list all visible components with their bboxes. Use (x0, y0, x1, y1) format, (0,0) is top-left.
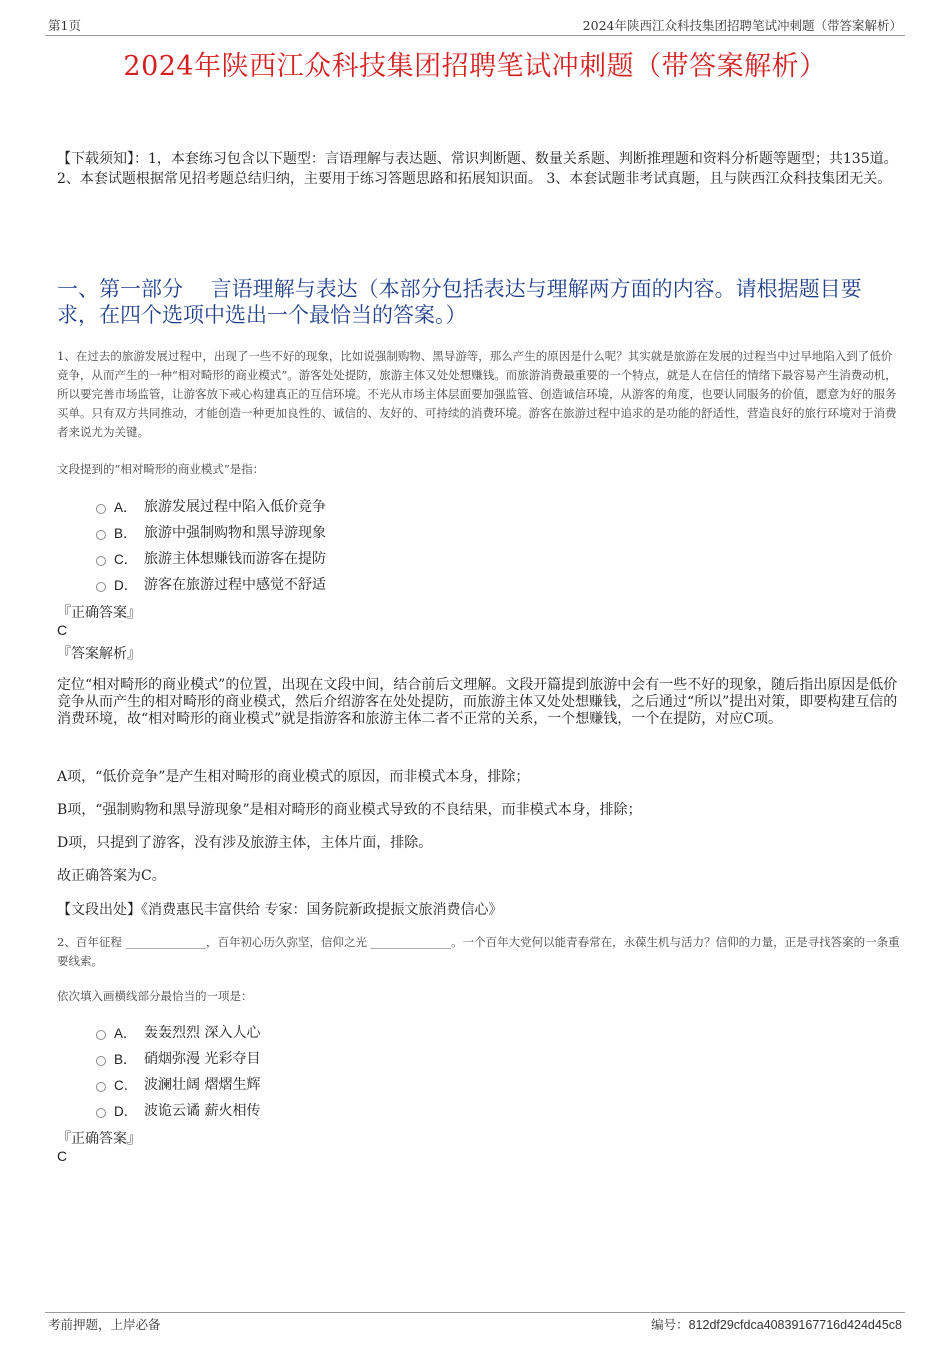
footer-code-label: 编号： (651, 1317, 689, 1332)
q1-prompt: 文段提到的“相对畸形的商业模式”是指： (57, 462, 265, 476)
q1-passage: 1、在过去的旅游发展过程中，出现了一些不好的现象，比如说强制购物、黑导游等，那么产生的原因是什么呢？其实就是旅游在发展的过程当中过早地陷入到了低价竞争，从而产生的一种“相对畸形的商业模式”。游客处处提防，旅游主体又处处想赚钱。而旅游消费最重要的一个特点，就是人在信任的情绪下最容易产生消费动机，所以要完善市场监管，让游客放下戒心构建真正的互信环境。不光从市场主体层面要加强监管、创造诚信环境，从游客的角度，也要认同服务的价值，愿意为好的服务买单。只有双方共同推动，才能创造一种更加良性的、诚信的、友好的、可持续的消费环境。游客在旅游过程中追求的是功能的舒适性，营造良好的旅行环境对于消费者来说尤为关键。 (57, 349, 897, 439)
option-text: 旅游主体想赚钱而游客在提防 (144, 551, 326, 567)
section-title: 一、第一部分 言语理解与表达（本部分包括表达与理解两方面的内容。请根据题目要求，在四个选项中选出一个最恰当的答案。） (57, 277, 862, 327)
q1-option-a[interactable] (96, 493, 326, 519)
q2-option-b[interactable] (96, 1045, 260, 1071)
q1-analysis-label: 『答案解析』 (57, 646, 141, 662)
option-letter: D． (114, 1104, 138, 1119)
option-letter: A． (114, 500, 137, 515)
q2-prompt: 依次填入画横线部分最恰当的一项是： (57, 989, 253, 1003)
q1-option-d[interactable] (96, 571, 326, 597)
option-letter: A． (114, 1026, 137, 1041)
q1-analysis: 定位“相对畸形的商业模式”的位置，出现在文段中间，结合前后文理解。文段开篇提到旅游中会有一些不好的现象，随后指出原因是低价竞争从而产生的相对畸形的商业模式，然后介绍游客在处处提防，而旅游主体又处处想赚钱，之后通过“所以”提出对策，即要构建互信的消费环境，故“相对畸形的商业模式”就是指游客和旅游主体二者不正常的关系，一个想赚钱，一个在提防，对应C项。 (57, 677, 898, 727)
radio-button[interactable] (96, 1108, 106, 1118)
page-number: 第1页 (48, 18, 81, 33)
q1-answer: C (57, 622, 68, 638)
radio-button[interactable] (96, 504, 106, 514)
q2-options (96, 1019, 260, 1123)
document-title: 2024年陕西江众科技集团招聘笔试冲刺题（带答案解析） (123, 51, 827, 82)
q1-analysis-final: 故正确答案为C。 (57, 868, 166, 884)
radio-button[interactable] (96, 1030, 106, 1040)
radio-button[interactable] (96, 556, 106, 566)
page-footer (45, 1312, 905, 1334)
radio-button[interactable] (96, 530, 106, 540)
option-text: 游客在旅游过程中感觉不舒适 (144, 577, 326, 593)
q1-source: 【文段出处】《消费惠民丰富供给 专家：国务院新政提振文旅消费信心》 (57, 902, 503, 918)
option-text: 轰轰烈烈 深入人心 (144, 1025, 261, 1041)
q1-option-b[interactable] (96, 519, 326, 545)
q1-analysis-b: B项，“强制购物和黑导游现象”是相对畸形的商业模式导致的不良结果，而非模式本身，排除； (57, 802, 642, 818)
radio-button[interactable] (96, 582, 106, 592)
q2-passage: 2、百年征程 ______________，百年初心历久弥坚，信仰之光 ______________。一个百年大党何以能青春常在，永葆生机与活力？信仰的力量，正是寻找答案的一条重要线索。 (57, 935, 900, 968)
q1-analysis-a: A项，“低价竞争”是产生相对畸形的商业模式的原因，而非模式本身，排除； (57, 769, 530, 785)
page-header (45, 14, 905, 36)
radio-button[interactable] (96, 1082, 106, 1092)
option-text: 硝烟弥漫 光彩夺目 (144, 1051, 261, 1067)
q2-option-a[interactable] (96, 1019, 260, 1045)
footer-slogan: 考前押题，上岸必备 (48, 1317, 161, 1332)
q2-answer-label: 『正确答案』 (57, 1131, 141, 1147)
footer-code (651, 1315, 902, 1333)
q1-analysis-d: D项，只提到了游客，没有涉及旅游主体，主体片面，排除。 (57, 835, 433, 851)
q2-option-c[interactable] (96, 1071, 260, 1097)
q1-option-c[interactable] (96, 545, 326, 571)
q1-options (96, 493, 326, 597)
option-letter: B． (114, 1052, 137, 1067)
option-text: 波澜壮阔 熠熠生辉 (144, 1077, 261, 1093)
header-doc-title: 2024年陕西江众科技集团招聘笔试冲刺题（带答案解析） (582, 18, 902, 33)
footer-code-value: 812df29cfdca40839167716d424d45c8 (688, 1318, 902, 1332)
q2-answer: C (57, 1148, 68, 1164)
q1-answer-label: 『正确答案』 (57, 605, 141, 621)
option-text: 旅游发展过程中陷入低价竞争 (144, 499, 326, 515)
option-letter: B． (114, 526, 137, 541)
option-letter: C． (114, 1078, 138, 1093)
q2-option-d[interactable] (96, 1097, 260, 1123)
radio-button[interactable] (96, 1056, 106, 1066)
option-text: 旅游中强制购物和黑导游现象 (144, 525, 326, 541)
option-text: 波诡云谲 薪火相传 (144, 1103, 261, 1119)
option-letter: D． (114, 578, 138, 593)
option-letter: C． (114, 552, 138, 567)
download-notice: 【下载须知】：1，本套练习包含以下题型：言语理解与表达题、常识判断题、数量关系题、判断推理题和资料分析题等题型；共135道。 2、本套试题根据常见招考题总结归纳，主要用于练习答题思路和拓展知识面。 3、本套试题非考试真题，且与陕西江众科技集团无关。 (57, 151, 898, 187)
